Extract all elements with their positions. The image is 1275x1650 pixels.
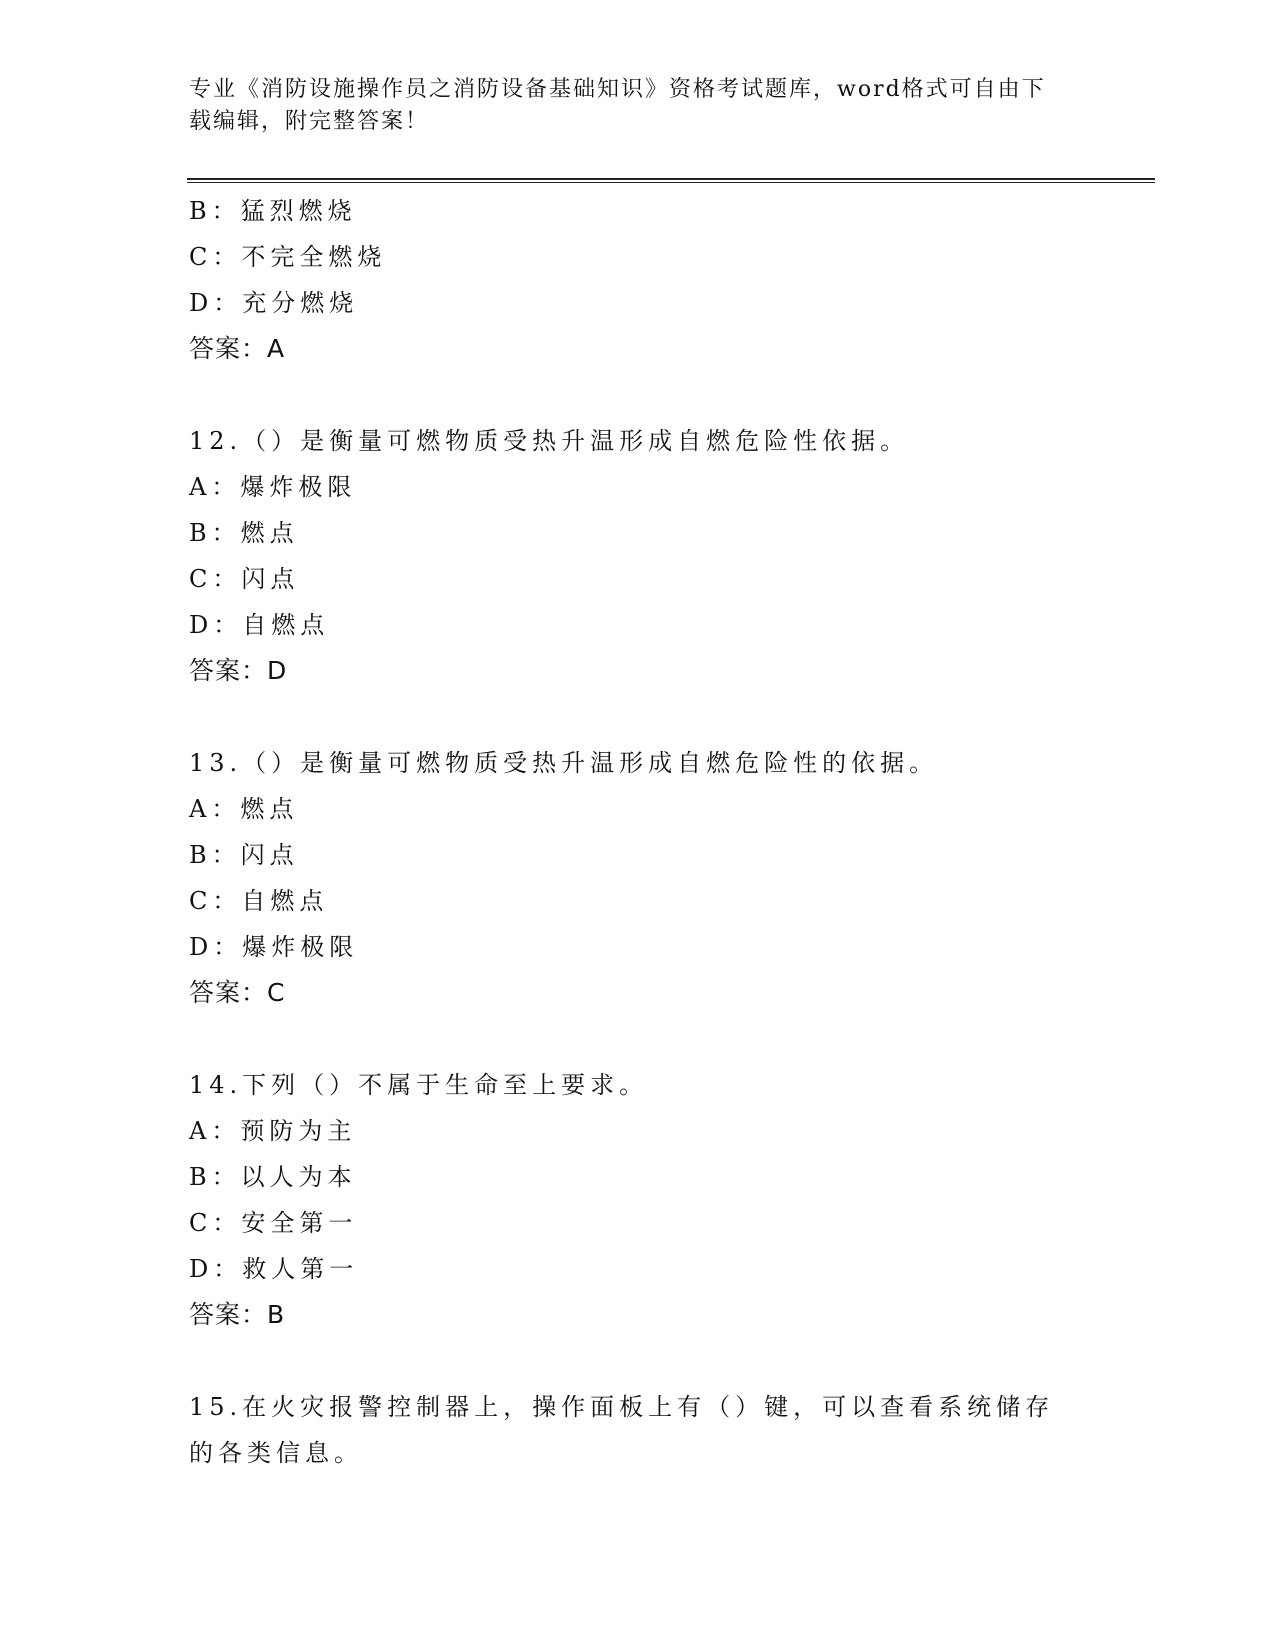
option-d: D：爆炸极限 — [189, 933, 359, 961]
answer-line: 答案：D — [189, 656, 288, 685]
option-b: B：闪点 — [189, 841, 299, 869]
option-d: D：救人第一 — [189, 1255, 359, 1283]
answer-line: 答案：C — [189, 978, 286, 1007]
option-c: C：安全第一 — [189, 1209, 358, 1237]
option-c: C：自燃点 — [189, 887, 329, 915]
question-stem: 12.（）是衡量可燃物质受热升温形成自燃危险性依据。 — [189, 427, 910, 455]
document-header: 专业《消防设施操作员之消防设备基础知识》资格考试题库，word格式可自由下载编辑，附完整答案！ — [189, 77, 1046, 134]
option-d: D：自燃点 — [189, 611, 330, 639]
question-block-11 — [189, 188, 1089, 372]
option-c: C：不完全燃烧 — [189, 243, 387, 271]
option-b: B：以人为本 — [189, 1163, 357, 1191]
question-stem: 15.在火灾报警控制器上，操作面板上有（）键，可以查看系统储存的各类信息。 — [189, 1393, 1055, 1467]
option-a: A：爆炸极限 — [189, 473, 357, 501]
question-block-12 — [189, 418, 1089, 694]
question-stem: 14.下列（）不属于生命至上要求。 — [189, 1071, 649, 1099]
question-block-13 — [189, 740, 1089, 1016]
option-d: D：充分燃烧 — [189, 289, 359, 317]
option-a: A：燃点 — [189, 795, 299, 823]
question-block-14 — [189, 1062, 1089, 1338]
option-b: B：燃点 — [189, 519, 299, 547]
option-b: B：猛烈燃烧 — [189, 197, 357, 225]
document-content — [189, 188, 1089, 1476]
answer-line: 答案：A — [189, 334, 286, 363]
header-divider — [187, 178, 1155, 183]
option-a: A：预防为主 — [189, 1117, 357, 1145]
question-stem: 13.（）是衡量可燃物质受热升温形成自燃危险性的依据。 — [189, 749, 939, 777]
question-block-15 — [189, 1384, 1089, 1476]
answer-line: 答案：B — [189, 1300, 286, 1329]
option-c: C：闪点 — [189, 565, 300, 593]
